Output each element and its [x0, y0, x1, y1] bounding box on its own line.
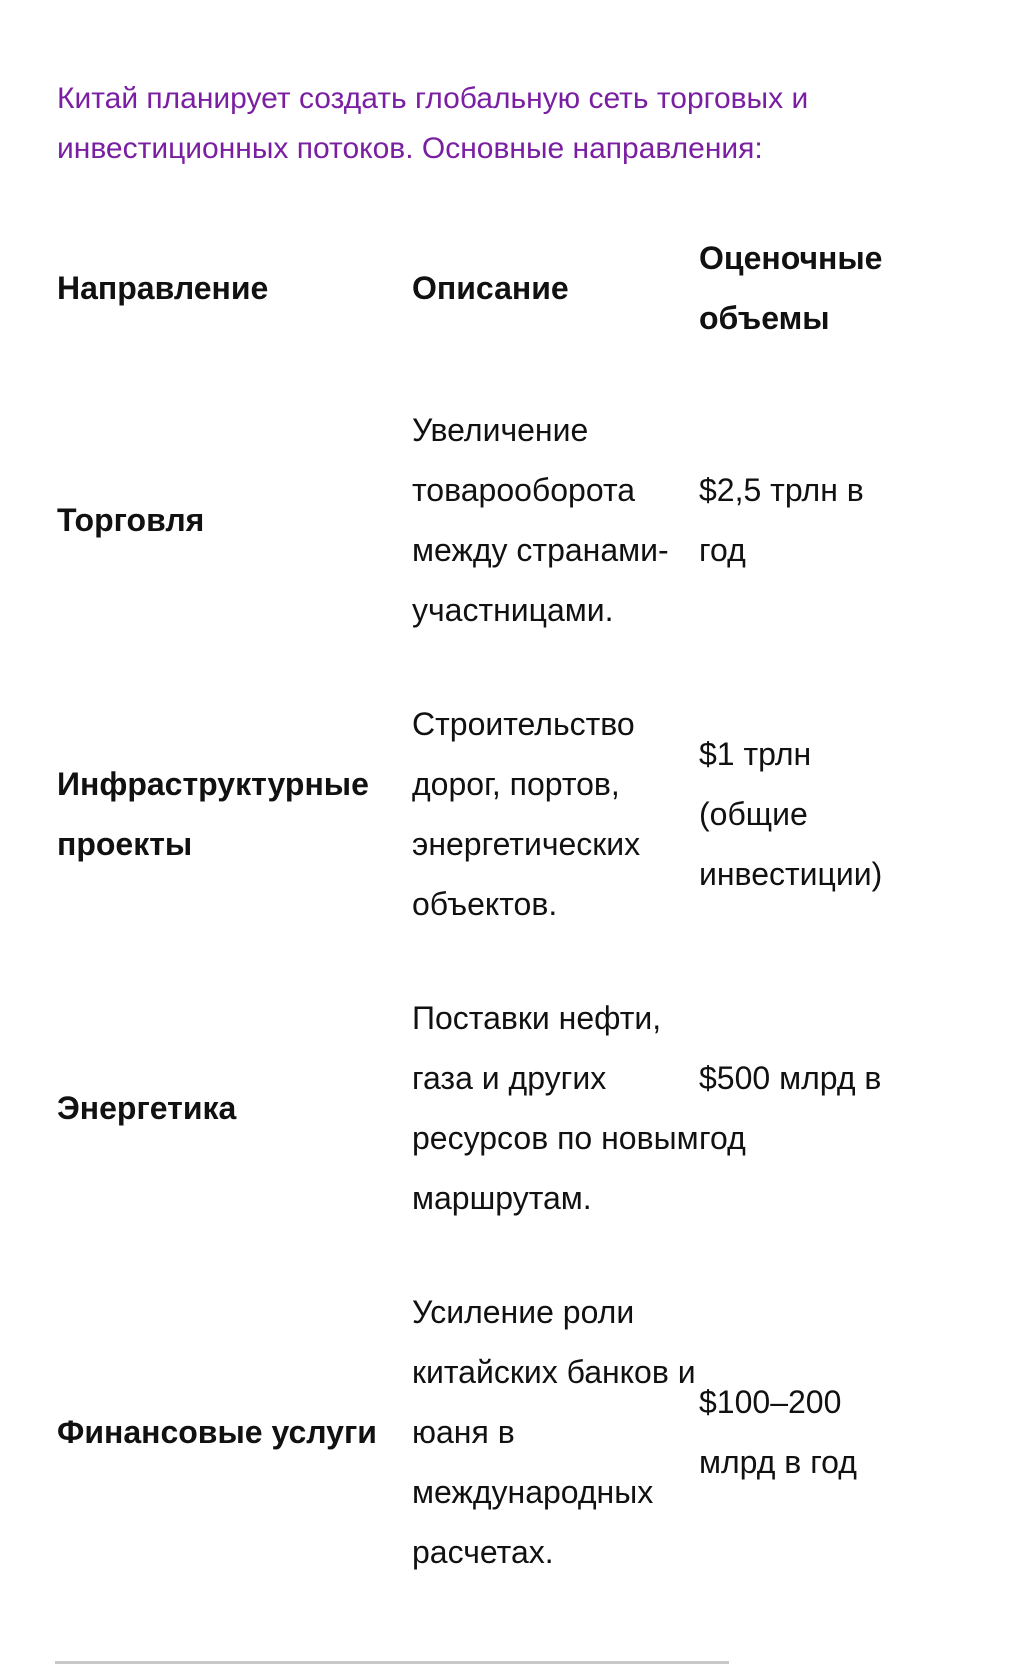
row-volume: $1 трлн (общие инвестиции) — [699, 736, 883, 892]
row-direction: Финансовые услуги — [57, 1414, 377, 1450]
section-divider — [55, 1661, 729, 1664]
row-description: Увеличение товарооборота между странами-участницами. — [412, 412, 669, 628]
table-row — [57, 373, 917, 667]
row-direction: Энергетика — [57, 1090, 237, 1126]
table-row — [57, 1255, 917, 1609]
row-volume: $2,5 трлн в год — [699, 472, 864, 568]
row-direction: Инфраструктурные проекты — [57, 766, 369, 862]
row-description: Усиление роли китайских банков и юаня в международных расчетах. — [412, 1294, 696, 1570]
row-description: Строительство дорог, портов, энергетических объектов. — [412, 706, 641, 922]
table-row — [57, 961, 917, 1255]
header-volume: Оценочные объемы — [699, 240, 883, 336]
row-volume: $100–200 млрд в год — [699, 1384, 857, 1480]
header-direction: Направление — [57, 270, 269, 306]
row-direction: Торговля — [57, 502, 205, 538]
intro-text: Китай планирует создать глобальную сеть торговых и инвестиционных потоков. Основные направления: — [57, 82, 809, 165]
row-volume: $500 млрд в год — [699, 1060, 882, 1156]
directions-table — [57, 228, 917, 1609]
header-description: Описание — [412, 270, 569, 306]
table-header-row — [57, 228, 917, 373]
table-row — [57, 667, 917, 961]
row-description: Поставки нефти, газа и других ресурсов по новым маршрутам. — [412, 1000, 699, 1216]
